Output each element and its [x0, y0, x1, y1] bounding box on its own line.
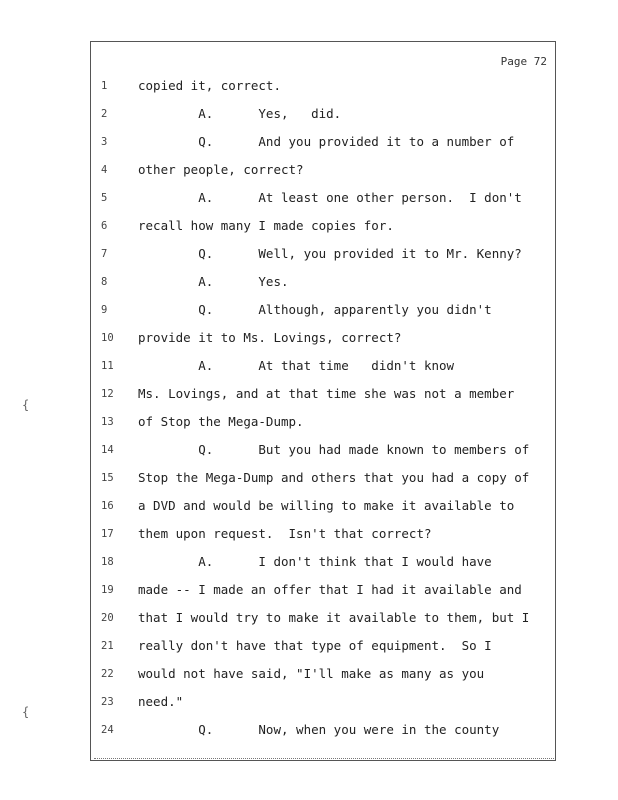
- line-number: 11: [101, 360, 114, 372]
- line-text: recall how many I made copies for.: [138, 218, 394, 233]
- line-text: A. At least one other person. I don't: [138, 190, 522, 205]
- line-number: 10: [101, 332, 114, 344]
- line-number: 1: [101, 80, 108, 92]
- transcript-line: [91, 216, 555, 236]
- transcript-line: [91, 160, 555, 180]
- line-number: 22: [101, 668, 114, 680]
- line-number: 8: [101, 276, 108, 288]
- line-text: other people, correct?: [138, 162, 304, 177]
- line-number: 6: [101, 220, 108, 232]
- transcript-line: [91, 244, 555, 264]
- line-number: 16: [101, 500, 114, 512]
- line-number: 24: [101, 724, 114, 736]
- line-text: a DVD and would be willing to make it available to: [138, 498, 515, 513]
- line-number: 23: [101, 696, 114, 708]
- line-text: A. Yes.: [138, 274, 289, 289]
- margin-bracket-mark: {: [22, 398, 30, 412]
- line-text: A. At that time didn't know: [138, 358, 455, 373]
- transcript-line: [91, 188, 555, 208]
- line-text: made -- I made an offer that I had it available and: [138, 582, 522, 597]
- line-text: copied it, correct.: [138, 78, 281, 93]
- line-text: them upon request. Isn't that correct?: [138, 526, 432, 541]
- line-number: 14: [101, 444, 114, 456]
- transcript-line: [91, 496, 555, 516]
- page-number: Page 72: [500, 55, 547, 68]
- line-text: Ms. Lovings, and at that time she was not a member: [138, 386, 515, 401]
- line-number: 20: [101, 612, 114, 624]
- line-text: Q. And you provided it to a number of: [138, 134, 515, 149]
- scan-artifact-line: [94, 758, 554, 767]
- transcript-line: [91, 440, 555, 460]
- line-text: would not have said, "I'll make as many as you: [138, 666, 485, 681]
- line-text: Q. Well, you provided it to Mr. Kenny?: [138, 246, 522, 261]
- line-text: Q. Although, apparently you didn't: [138, 302, 492, 317]
- transcript-line: [91, 552, 555, 572]
- line-number: 2: [101, 108, 108, 120]
- line-text: A. I don't think that I would have: [138, 554, 492, 569]
- line-text: provide it to Ms. Lovings, correct?: [138, 330, 402, 345]
- transcript-line: [91, 104, 555, 124]
- transcript-line: [91, 580, 555, 600]
- line-number: 4: [101, 164, 108, 176]
- transcript-line: [91, 692, 555, 712]
- transcript-line: [91, 272, 555, 292]
- transcript-line: [91, 636, 555, 656]
- transcript-line: [91, 412, 555, 432]
- transcript-line: [91, 384, 555, 404]
- line-text: really don't have that type of equipment. So I: [138, 638, 492, 653]
- transcript-line: [91, 524, 555, 544]
- transcript-line: [91, 132, 555, 152]
- line-text: Q. But you had made known to members of: [138, 442, 530, 457]
- transcript-line: [91, 300, 555, 320]
- margin-bracket-mark: {: [22, 705, 30, 719]
- line-text: need.": [138, 694, 184, 709]
- line-number: 12: [101, 388, 114, 400]
- line-number: 5: [101, 192, 108, 204]
- line-number: 9: [101, 304, 108, 316]
- transcript-page: [90, 41, 556, 761]
- transcript-line: [91, 720, 555, 740]
- line-text: of Stop the Mega-Dump.: [138, 414, 304, 429]
- line-number: 13: [101, 416, 114, 428]
- line-number: 7: [101, 248, 108, 260]
- transcript-line: [91, 608, 555, 628]
- transcript-line: [91, 328, 555, 348]
- line-text: Stop the Mega-Dump and others that you had a copy of: [138, 470, 530, 485]
- line-number: 3: [101, 136, 108, 148]
- line-number: 19: [101, 584, 114, 596]
- transcript-line: [91, 664, 555, 684]
- transcript-line: [91, 76, 555, 96]
- line-text: A. Yes, did.: [138, 106, 342, 121]
- line-text: Q. Now, when you were in the county: [138, 722, 500, 737]
- line-number: 18: [101, 556, 114, 568]
- line-number: 15: [101, 472, 114, 484]
- line-number: 17: [101, 528, 114, 540]
- line-number: 21: [101, 640, 114, 652]
- line-text: that I would try to make it available to them, but I: [138, 610, 530, 625]
- transcript-line: [91, 468, 555, 488]
- transcript-line: [91, 356, 555, 376]
